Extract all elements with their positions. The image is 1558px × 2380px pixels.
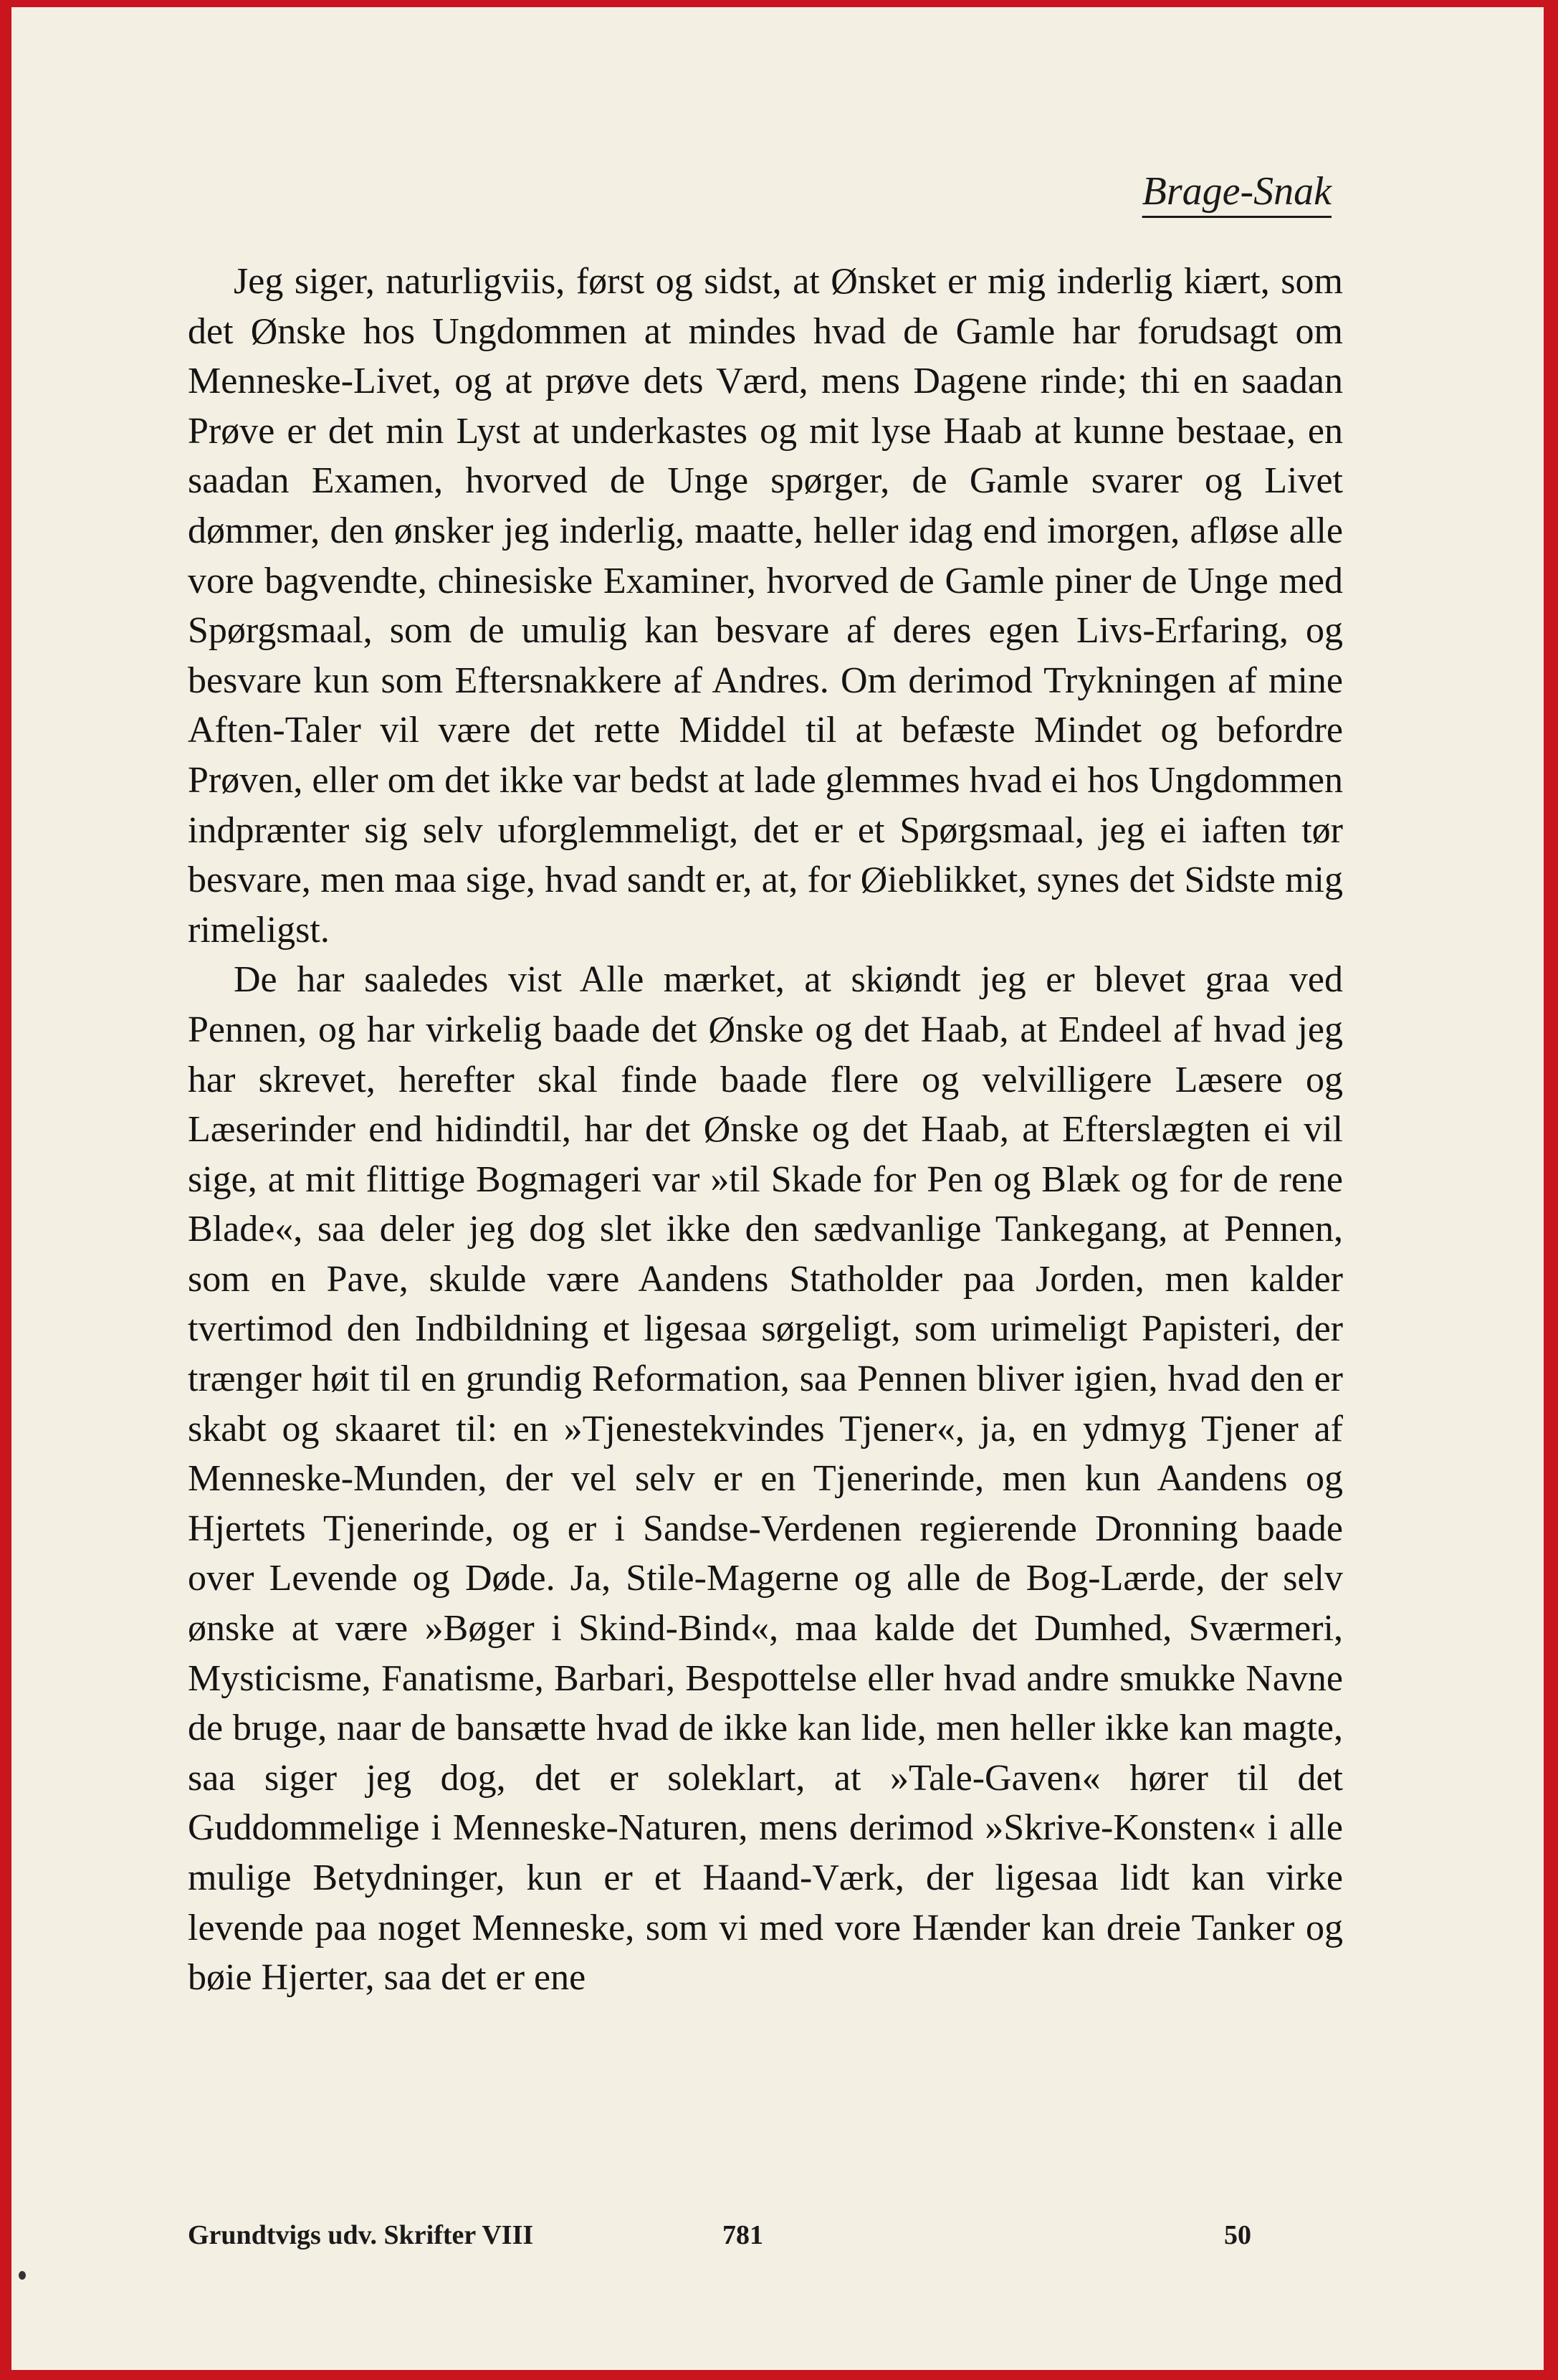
page-footer — [188, 2219, 1343, 2262]
footer-page-number: 50 — [1224, 2220, 1251, 2250]
paragraph-2: De har saaledes vist Alle mærket, at skiøndt jeg er blevet graa ved Pennen, og har virkelig baade det Ønske og det Haab, at Endeel af hvad jeg har skrevet, herefter skal finde baade flere og velvilligere Læsere og Læserinder end hidindtil, har det Ønske og det Haab, at Efterslægten ei vil sige, at mit flittige Bogmageri var »til Skade for Pen og Blæk og for de rene Blade«, saa deler jeg dog slet ikke den sædvanlige Tankegang, at Pennen, som en Pave, skulde være Aandens Statholder paa Jorden, men kalder tvertimod den Indbildning et ligesaa sørgeligt, som urimeligt Papisteri, der trænger høit til en grundig Reformation, saa Pennen bliver igien, hvad den er skabt og skaaret til: en »Tjenestekvindes Tjener«, ja, en ydmyg Tjener af Menneske-Munden, der vel selv er en Tjenerinde, men kun Aandens og Hjertets Tjenerinde, og er i Sandse-Verdenen regierende Dronning baade over Levende og Døde. Ja, Stile-Magerne og alle de Bog-Lærde, der selv ønske at være »Bøger i Skind-Bind«, maa kalde det Dumhed, Sværmeri, Mysticisme, Fanatisme, Barbari, Bespottelse eller hvad andre smukke Navne de bruge, naar de bansætte hvad de ikke kan lide, men heller ikke kan magte, saa siger jeg dog, det er soleklart, at »Tale-Gaven« hører til det Guddommelige i Menneske-Naturen, mens derimod »Skrive-Konsten« i alle mulige Betydninger, kun er et Haand-Værk, der ligesaa lidt kan virke levende paa noget Menneske, som vi med vore Hænder kan dreie Tanker og bøie Hjerter, saa det er ene — [188, 959, 1343, 1999]
paragraph-1: Jeg siger, naturligviis, først og sidst, at Ønsket er mig inderlig kiært, som det Ønske hos Ungdommen at mindes hvad de Gamle har forudsagt om Menneske-Livet, og at prøve dets Værd, mens Dagene rinde; thi en saadan Prøve er det min Lyst at underkastes og mit lyse Haab at kunne bestaae, en saadan Examen, hvorved de Unge spørger, de Gamle svarer og Livet dømmer, den ønsker jeg inderlig, maatte, heller idag end imorgen, afløse alle vore bagvendte, chinesiske Examiner, hvorved de Gamle piner de Unge med Spørgsmaal, som de umulig kan besvare af deres egen Livs-Erfaring, og besvare kun som Eftersnakkere af Andres. Om derimod Trykningen af mine Aften-Taler vil være det rette Middel til at befæste Mindet og befordre Prøven, eller om det ikke var bedst at lade glemmes hvad ei hos Ungdommen indprænter sig selv uforglemmeligt, det er et Spørgsmaal, jeg ei iaften tør besvare, men maa sige, hvad sandt er, at, for Øieblikket, synes det Sidste mig rimeligst. — [188, 261, 1343, 951]
body-text — [188, 257, 1343, 2003]
footer-book-title: Grundtvigs udv. Skrifter VIII — [188, 2220, 534, 2250]
running-header: Brage-Snak — [1142, 169, 1332, 214]
footer-sheet-number: 781 — [722, 2220, 763, 2250]
ink-speck — [19, 2271, 26, 2280]
book-page — [11, 7, 1544, 2370]
